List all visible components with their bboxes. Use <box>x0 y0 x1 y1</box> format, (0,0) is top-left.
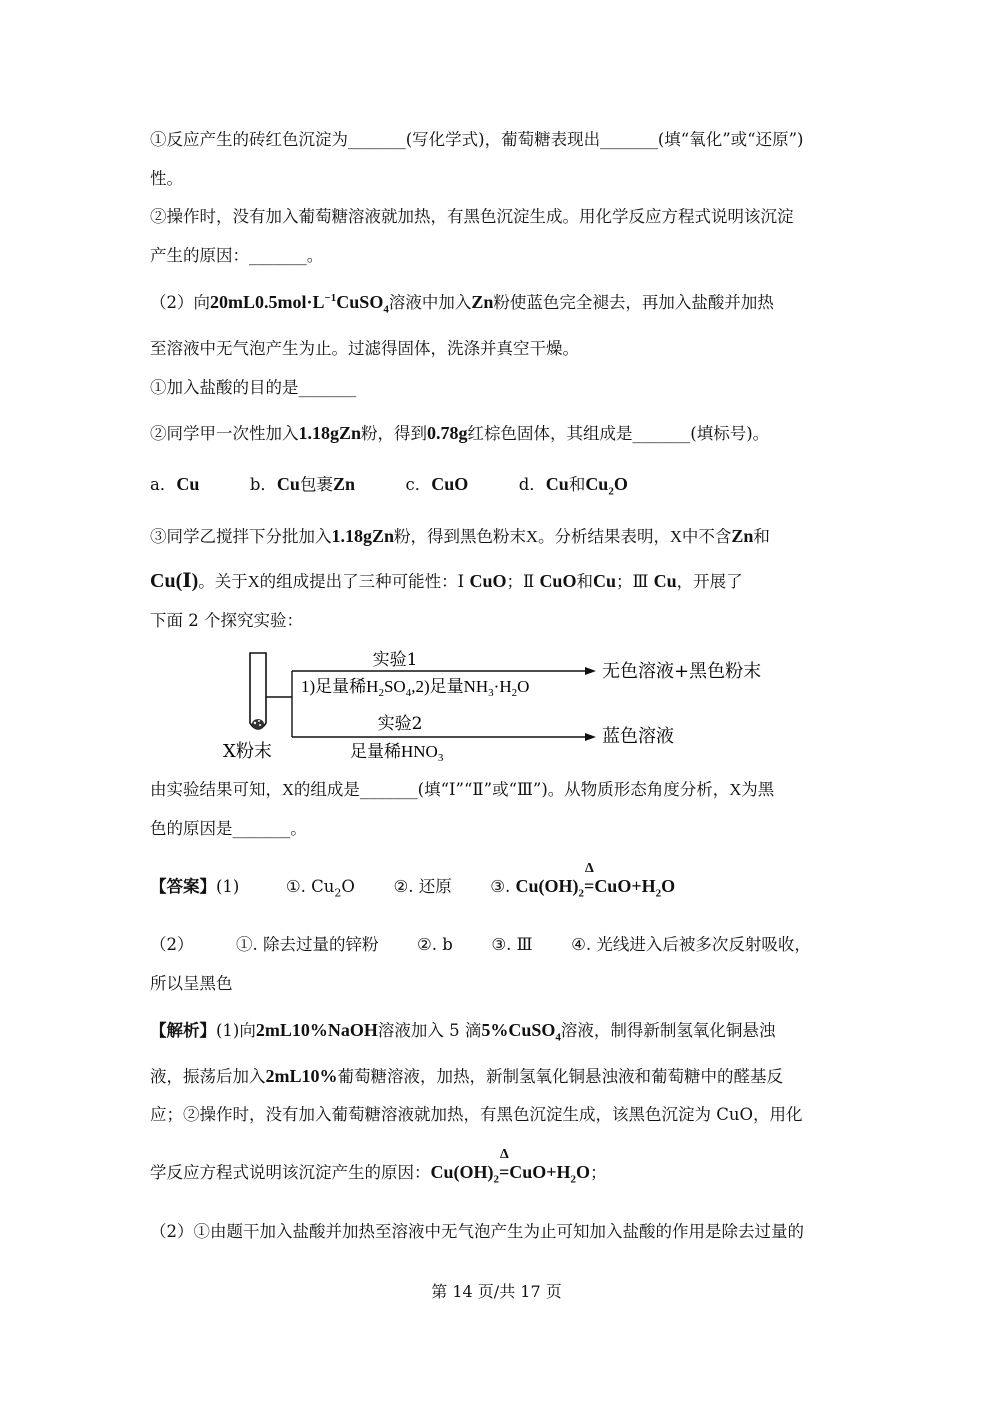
answer-2-2: ②. b <box>417 935 453 954</box>
answer-1-2: ②. 还原 <box>393 877 452 896</box>
analysis-tag: 【解析】 <box>150 1021 216 1040</box>
text: ；Ⅲ <box>615 572 649 591</box>
x-symbol: X <box>669 527 682 546</box>
option-label: d． <box>518 475 546 494</box>
x-symbol: X <box>282 780 294 799</box>
answer-blank: _______ <box>249 246 307 265</box>
analysis-line-4 <box>150 1147 607 1186</box>
answer-1-1: ①. $Cu_2O$ <box>285 877 355 900</box>
text: 粉，得到 <box>361 424 428 443</box>
formula: Cu <box>592 571 616 591</box>
q2-line-9 <box>150 778 774 802</box>
text: 的组成是 <box>293 780 360 799</box>
text: (填标号)。 <box>690 424 770 443</box>
answer-blank: _______ <box>298 378 357 397</box>
text: 溶液，制得新制氢氧化铜悬浊 <box>560 1021 776 1040</box>
text: ③同学乙搅拌下分批加入 <box>150 527 332 546</box>
formula: Zn <box>332 474 355 494</box>
text: ； <box>590 1163 607 1182</box>
exp2-reagent: 足量稀$HNO_3$ <box>350 742 444 764</box>
answer-2-3: ③. Ⅲ <box>491 935 533 954</box>
formula: 1.18gZn <box>331 526 395 546</box>
text: ②操作时，没有加入葡萄糖溶液就加热，有黑色沉淀生成。用化学反应方程式说明该沉淀 <box>150 207 794 226</box>
q1-line-1 <box>150 128 804 152</box>
text: ①反应产生的砖红色沉淀为 <box>150 130 348 149</box>
text: 色的原因是 <box>150 819 233 838</box>
text: (填“Ⅰ”“Ⅱ”或“Ⅲ”)。从物质形态角度分析， <box>417 780 730 799</box>
q1-line-2 <box>150 167 183 191</box>
text: （2） <box>150 935 194 954</box>
text: 和 <box>568 475 586 494</box>
option-label: b． <box>249 475 277 494</box>
exp1-result: 无色溶液+黑色粉末 <box>602 661 762 682</box>
tube-label: X粉末 <box>223 741 272 762</box>
text: ；Ⅱ <box>506 572 535 591</box>
answer-1-3-label: ③. <box>490 877 511 896</box>
text: 红棕色固体，其组成是 <box>467 424 633 443</box>
analysis-line-3 <box>150 1103 803 1127</box>
answer-blank: _______ <box>600 130 658 149</box>
answer-line-1 <box>150 861 676 900</box>
text: 。关于 <box>198 572 248 591</box>
text: 性。 <box>150 169 183 188</box>
text: 由实验结果可知， <box>150 780 282 799</box>
answer-blank: _______ <box>632 424 691 443</box>
text: ①加入盐酸的目的是 <box>150 378 299 397</box>
text: 粉，得到黑色粉末 <box>394 527 527 546</box>
answer-blank: _______ <box>348 130 406 149</box>
analysis-line-5 <box>150 1220 804 1244</box>
option-d: Cu <box>545 474 569 494</box>
exp2-label: 实验2 <box>377 714 423 734</box>
text: 为黑 <box>741 780 775 799</box>
exp1-label: 实验1 <box>372 650 418 670</box>
q1-line-3 <box>150 205 794 229</box>
answer-blank: _______ <box>359 780 418 799</box>
text: 包裹 <box>299 475 333 494</box>
option-c: CuO <box>431 474 469 494</box>
formula: 1.18gZn <box>298 423 362 443</box>
q2-line-4 <box>150 421 769 446</box>
text: (1) <box>216 877 240 896</box>
possibility-2: CuO <box>539 571 577 591</box>
formula: Cu(Ⅰ) <box>150 570 199 592</box>
test-tube <box>250 653 266 729</box>
text: 的组成提出了三种可能性：Ⅰ <box>259 572 465 591</box>
x-symbol: X <box>526 527 538 546</box>
text: 液，振荡后加入 <box>150 1067 266 1086</box>
text: 。 <box>306 246 324 265</box>
analysis-line-2 <box>150 1064 783 1089</box>
formula: Zn <box>731 526 754 546</box>
answer-2-1: ①. 除去过量的锌粉 <box>236 935 379 954</box>
answer-1-3-equation: $Cu(OH)_2$ Δ $=CuO+H_2O$ <box>515 861 676 900</box>
q1-line-4 <box>150 244 323 268</box>
q2-options <box>150 472 628 497</box>
equation: $Cu(OH)_2$ Δ $=CuO+H_2O$ <box>430 1147 591 1186</box>
formula: Zn <box>471 292 494 312</box>
option-label: a． <box>150 475 177 494</box>
page-footer: 第 14 页/共 17 页 <box>431 1282 562 1301</box>
formula: $Cu_2O$ <box>585 474 628 498</box>
text: ②同学甲一次性加入 <box>150 424 299 443</box>
text: （2）向 <box>150 293 210 312</box>
option-b: Cu <box>276 474 300 494</box>
text: 产生的原因： <box>150 246 249 265</box>
q2-line-3 <box>150 376 356 400</box>
q2-line-8 <box>150 609 303 633</box>
text: 学反应方程式说明该沉淀产生的原因： <box>150 1163 431 1182</box>
formula: 5%CuSO$_4$ <box>481 1020 561 1044</box>
text: 溶液加入 5 滴 <box>377 1021 482 1040</box>
text: 粉使蓝色完全褪去，再加入盐酸并加热 <box>493 293 774 312</box>
text: (1)向 <box>216 1021 256 1040</box>
text: 下面 2 个探究实验： <box>150 611 303 630</box>
text: 中不含 <box>681 527 732 546</box>
text: (写化学式)，葡萄糖表现出 <box>405 130 601 149</box>
answer-2-4: ④. 光线进入后被多次反射吸收， <box>571 935 811 954</box>
text: （2）①由题干加入盐酸并加热至溶液中无气泡产生为止可知加入盐酸的作用是除去过量的 <box>150 1222 804 1241</box>
answer-blank: _______ <box>232 819 291 838</box>
exp1-reagent: 1)足量稀$H_2SO_4,2$)足量$NH_3\cdot H_2O$ <box>301 677 530 699</box>
q2-line-7 <box>150 569 743 594</box>
text: 葡萄糖溶液，加热，新制氢氧化铜悬浊液和葡萄糖中的醛基反 <box>337 1067 783 1086</box>
text: 和 <box>753 527 770 546</box>
q2-line-1 <box>150 290 774 315</box>
text: 溶液中加入 <box>388 293 472 312</box>
answer-line-3 <box>150 972 233 996</box>
x-symbol: X <box>247 572 260 591</box>
x-symbol: X <box>729 780 742 799</box>
q2-line-10 <box>150 817 307 841</box>
experiment-diagram <box>220 645 810 770</box>
text: (填“氧化”或“还原”) <box>657 130 804 149</box>
formula: 2mL10%NaOH <box>255 1020 378 1040</box>
q2-line-2 <box>150 337 579 361</box>
formula: $20mL0.5mol\cdot L^{-1}CuSO_4$ <box>210 292 389 316</box>
text: 应；②操作时，没有加入葡萄糖溶液就加热，有黑色沉淀生成，该黑色沉淀为 CuO，用化 <box>150 1105 803 1124</box>
option-a: Cu <box>176 474 200 494</box>
text: 所以呈黑色 <box>150 974 233 993</box>
exp2-result: 蓝色溶液 <box>602 726 674 747</box>
text: 至溶液中无气泡产生为止。过滤得固体，洗涤并真空干燥。 <box>150 339 579 358</box>
text: 。 <box>290 819 307 838</box>
option-label: c． <box>405 475 432 494</box>
possibility-1: CuO <box>469 571 507 591</box>
formula: 2mL10% <box>265 1066 338 1086</box>
text: 。分析结果表明， <box>537 527 670 546</box>
analysis-line-1 <box>150 1018 775 1043</box>
answer-tag: 【答案】 <box>150 877 216 896</box>
formula: 0.78g <box>427 423 468 443</box>
text: 和 <box>576 572 593 591</box>
text: ，开展了 <box>676 572 743 591</box>
q2-line-6 <box>150 524 770 549</box>
possibility-3: Cu <box>653 571 677 591</box>
answer-line-2 <box>150 933 811 957</box>
